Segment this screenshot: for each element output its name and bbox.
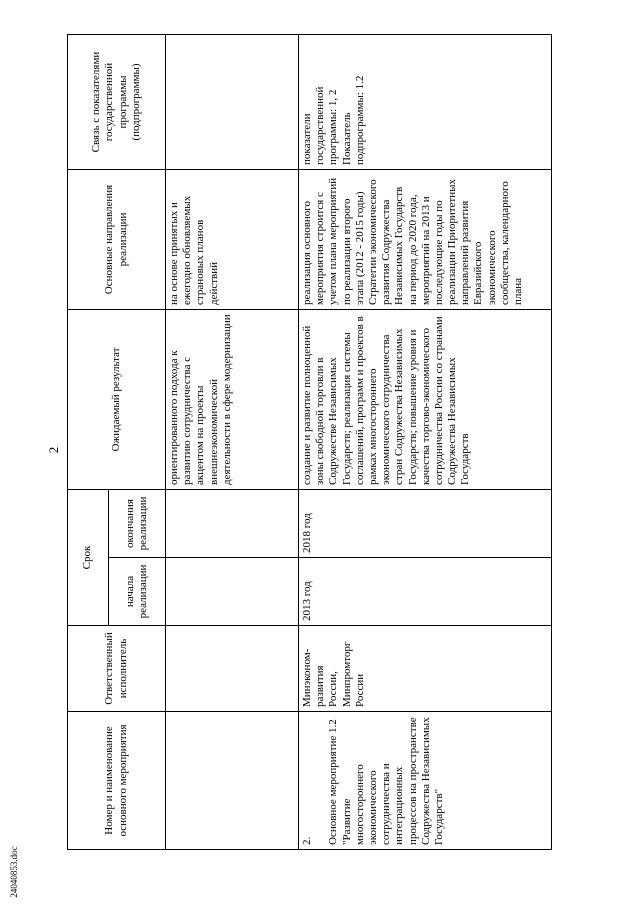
- cell-activity-name: [299, 712, 552, 850]
- cell-directions-continued: на основе принятых и ежегодно обновляемых страновых планов действий: [166, 170, 299, 310]
- table-row-continuation: [166, 35, 299, 850]
- cell-blank: [166, 35, 299, 170]
- table-row: [299, 35, 552, 850]
- page-number: 2: [46, 446, 61, 454]
- row-number: 2.: [301, 836, 313, 845]
- cell-end: 2018 год: [299, 490, 552, 558]
- header-start: начала реализации: [109, 558, 166, 626]
- cell-directions: реализация основного мероприятия строится с учетом плана мероприятий по реализации второго этапа (2012 - 2015 годы) Стратегии экономического развития Содружества Независимых Государств на период до 2020 года, мероприятий на 2013 и последующие годы по реализации Приоритетных направлений развития Евразийского экономического сообщества, календарного плана: [299, 170, 552, 310]
- cell-result: создание и развитие полноценной зоны свободной торговли в Содружестве Независимых Государств; реализация системы соглашений, программ и проектов в рамках многостороннего экономического сотрудничества стран Содружества Независимых Государств; повышение уровня и качества торгово-экономического сотрудничества России со странами Содружества Независимых Государств: [299, 310, 552, 490]
- activities-table-wrapper: [67, 35, 611, 850]
- cell-blank: [166, 712, 299, 850]
- header-result: Ожидаемый результат: [68, 310, 166, 490]
- header-end: окончания реализации: [109, 490, 166, 558]
- cell-link: показатели государственной программы: 1, 2 Показатель подпрограммы: 1.2: [299, 35, 552, 170]
- cell-blank: [166, 558, 299, 626]
- cell-blank: [166, 490, 299, 558]
- cell-result-continued: ориентированного подхода к развитию сотрудничества с акцентом на проекты внешнеэкономической деятельности в сфере модернизации: [166, 310, 299, 490]
- header-link: Связь с показателями государственной программы (подпрограммы): [68, 35, 166, 170]
- cell-blank: [166, 626, 299, 712]
- activities-table: [67, 34, 552, 850]
- header-responsible: Ответственный исполнитель: [68, 626, 166, 712]
- header-directions: Основные направления реализации: [68, 170, 166, 310]
- document-id: 24040853.doc: [9, 846, 19, 898]
- cell-responsible: Минэконом-развития России, Минпромторг России: [299, 626, 552, 712]
- header-term: Срок: [68, 490, 109, 626]
- header-row-top: [68, 35, 109, 850]
- cell-start: 2013 год: [299, 558, 552, 626]
- header-name: Номер и наименование основного мероприятия: [68, 712, 166, 850]
- activity-name: Основное мероприятие 1.2 "Развитие многостороннего экономического сотрудничества и интеграционных процессов на пространстве Содружества Независимых Государств": [327, 717, 445, 845]
